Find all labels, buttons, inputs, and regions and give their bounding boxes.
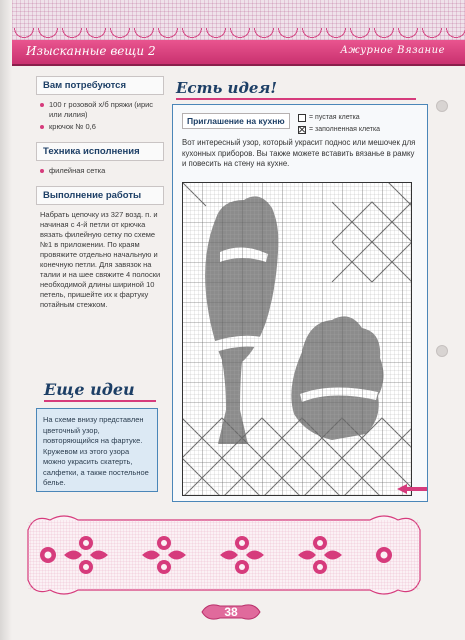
legend-empty-label: = пустая клетка	[309, 114, 360, 121]
needs-list	[36, 100, 164, 132]
series-title: Ажурное Вязание	[340, 45, 445, 56]
technique-list	[36, 166, 164, 176]
binder-hole	[436, 100, 448, 112]
idea-text: Вот интересный узор, который украсит поднос или мешочек для кухонных приборов. Вы также можете вставить вязанье в рамку и повесить на стену на кухне.	[182, 138, 416, 168]
list-item: 100 г розовой х/б пряжи (ирис или лилия)	[40, 100, 164, 120]
list-item: филейная сетка	[40, 166, 164, 176]
legend-filled	[298, 124, 380, 135]
lace-border-svg	[24, 510, 424, 600]
legend-empty	[298, 112, 380, 123]
more-ideas-title: Еще идеи	[44, 380, 135, 399]
header-underline	[12, 64, 465, 66]
magazine-title: Изысканные вещи 2	[26, 44, 156, 58]
work-text: Набрать цепочку из 327 возд. п. и начиная с 4-й петли от крючка вязать филейную сетку по схеме №1 в приложении. По краям провяжите отдельно начальную и конечную петли. Для завязок на талии и на шее свяжите 4 полоски необходимой длины шириной 10 петель, пришейте их к фартуку потайным стежком.	[40, 210, 161, 309]
list-item: крючок № 0,6	[40, 122, 164, 132]
filet-chart-svg	[182, 182, 412, 496]
empty-cell-icon	[298, 114, 306, 122]
needs-title: Вам потребуются	[36, 76, 164, 95]
more-ideas-box	[36, 408, 158, 492]
legend-filled-label: = заполненная клетка	[309, 126, 381, 133]
chart-legend	[298, 112, 380, 136]
page-number: 38	[224, 605, 238, 619]
chart-major-grid	[182, 182, 412, 496]
arrow-left-icon	[397, 484, 427, 494]
binding-edge	[0, 0, 12, 640]
more-ideas-text: На схеме внизу представлен цветочный узор, повторяющийся на фартуке. Кружевом из этого узора можно украсить скатерть, салфетки, а также постельное белье.	[43, 415, 149, 487]
work-title: Выполнение работы	[36, 186, 164, 205]
technique-title: Техника исполнения	[36, 142, 164, 161]
idea-title: Есть идея!	[176, 79, 277, 97]
filet-chart	[182, 182, 412, 496]
sidebar	[36, 76, 164, 310]
lace-border-chart	[24, 510, 424, 600]
top-lace-band	[12, 0, 465, 40]
filled-cell-icon	[298, 126, 306, 134]
more-ideas-underline	[44, 400, 156, 402]
page-number-badge	[200, 601, 262, 623]
binder-hole	[436, 345, 448, 357]
idea-underline	[176, 98, 416, 100]
lace-scallops	[12, 28, 465, 40]
invite-label: Приглашение на кухню	[182, 113, 290, 129]
